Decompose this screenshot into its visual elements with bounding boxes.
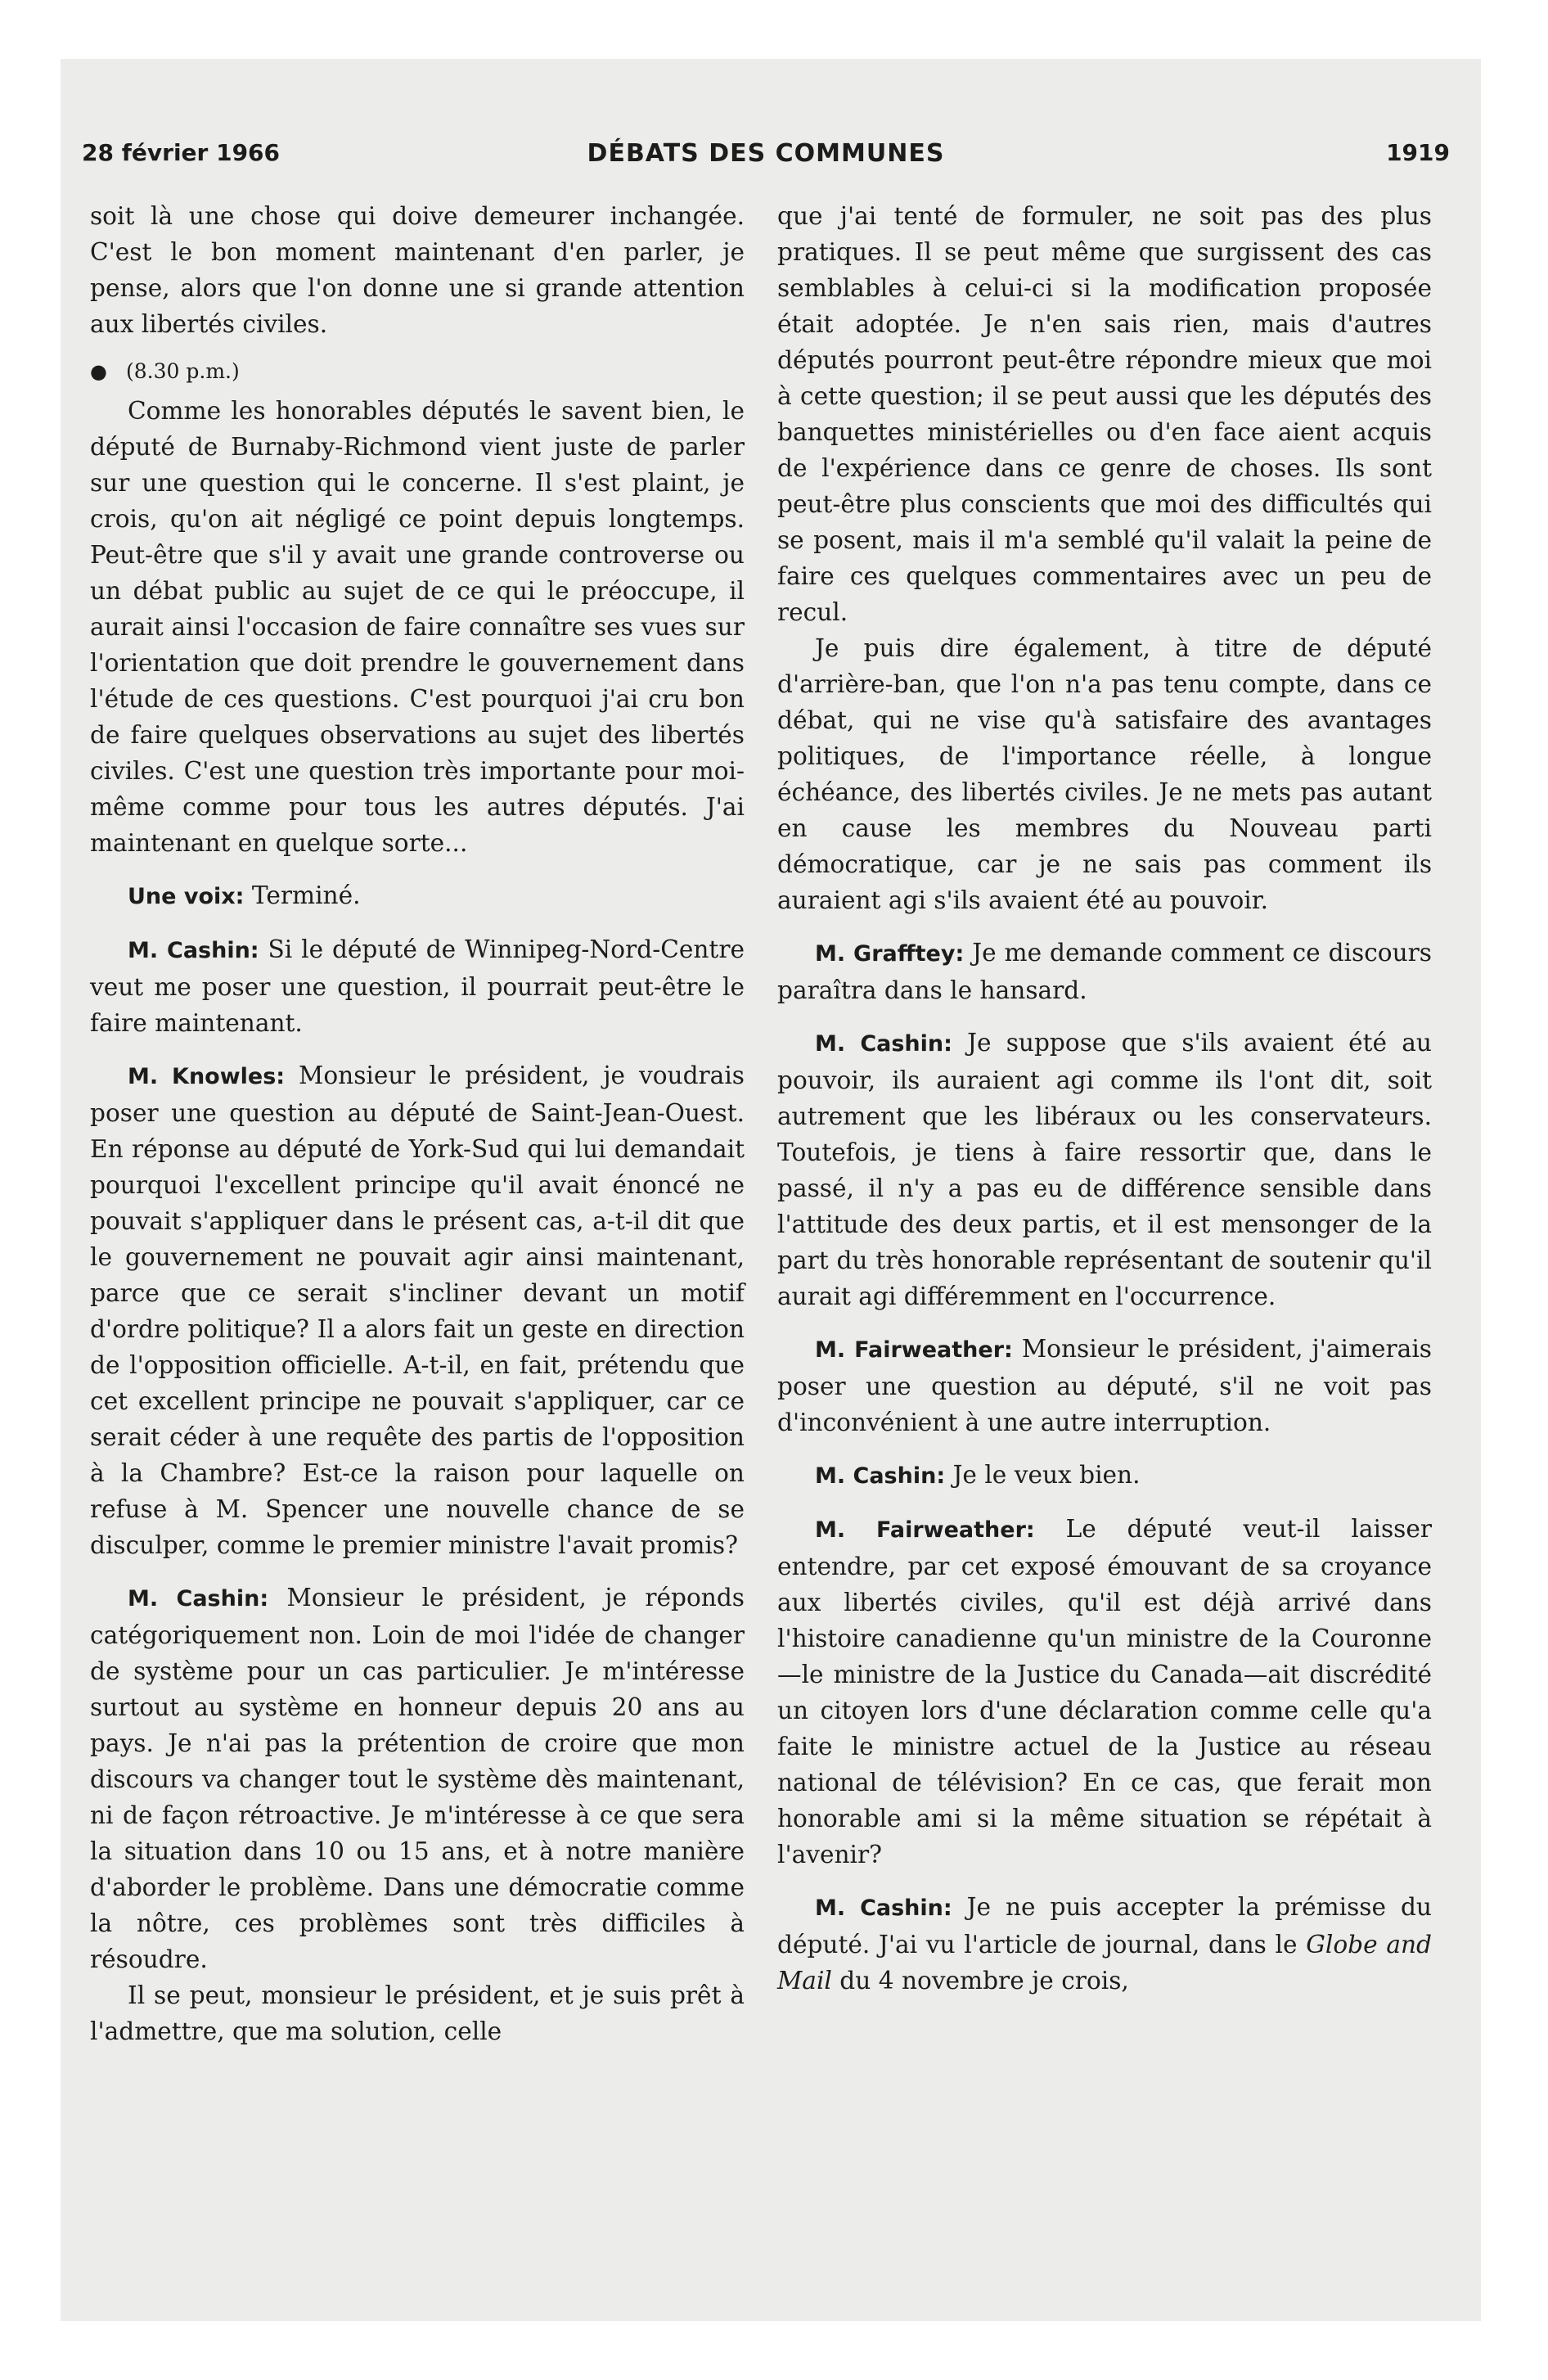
speech-text: Monsieur le président, je voudrais poser une question au député de Saint-Jean-Ouest. En réponse au député de York-Sud qui lui demandait pourquoi l'excellent principe qu'il avait énoncé ne pouvait s'appliquer dans le présent cas, a-t-il dit que le gouvernement ne pouvait agir ainsi maintenant, parce que ce serait s'incliner devant un motif d'ordre politique? Il a alors fait un geste en direction de l'opposition officielle. A-t-il, en fait, prétendu que cet excellent principe ne pouvait s'appliquer, car ce serait céder à une requête des partis de l'opposition à la Chambre? Est-ce la raison pour laquelle on refuse à M. Spencer une nouvelle chance de se disculper, comme le premier ministre l'avait promis? <box>90 1062 745 1559</box>
speaker-name: Une voix: <box>128 884 245 909</box>
speech-text: Je le veux bien. <box>952 1461 1141 1489</box>
paragraph: Comme les honorables députés le savent bien, le député de Burnaby-Richmond vient juste de parler sur une question qui le concerne. Il s'est plaint, je crois, qu'on ait négligé ce point depuis longtemps. Peut-être que s'il y avait une grande controverse ou un débat public au sujet de ce qui le préoccupe, il aurait ainsi l'occasion de faire connaître ses vues sur l'orientation que doit prendre le gouvernement dans l'étude de ces questions. C'est pourquoi j'ai cru bon de faire quelques observations au sujet des libertés civiles. C'est une question très importante pour moi-même comme pour tous les autres députés. J'ai maintenant en quelque sorte... <box>90 397 745 857</box>
speech-text: Terminé. <box>251 881 361 909</box>
page-number: 1919 <box>1386 139 1450 166</box>
paragraph: que j'ai tenté de formuler, ne soit pas des plus pratiques. Il se peut même que surgissent des cas semblables à celui-ci si la modification proposée était adoptée. Je n'en sais rien, mais d'autres députés pourront peut-être répondre mieux que moi à cette question; il se peut aussi que les députés des banquettes ministérielles ou d'en face aient acquis de l'expérience dans ce genre de choses. Ils sont peut-être plus conscients que moi des difficultés qui se posent, mais il m'a semblé qu'il valait la peine de faire ces quelques commentaires avec un peu de recul. <box>777 202 1432 626</box>
speech <box>777 1511 1432 1873</box>
speaker-name: M. Cashin: <box>815 1895 952 1921</box>
header-title: DÉBATS DES COMMUNES <box>587 139 945 168</box>
speech <box>777 935 1432 1008</box>
speech-text: Le député veut-il laisser entendre, par cet exposé émouvant de sa croyance aux libertés civiles, qu'il est déjà arrivé dans l'histoire canadienne qu'un ministre de la Couronne—le ministre de la Justice du Canada—ait discrédité un citoyen lors d'une déclaration comme celle qu'a faite le ministre actuel de la Justice au réseau national de télévision? En ce cas, que ferait mon honorable ami si la même situation se répétait à l'avenir? <box>777 1515 1432 1868</box>
speech-text: Monsieur le président, je réponds catégoriquement non. Loin de moi l'idée de changer de système pour un cas particulier. Je m'intéresse surtout au système en honneur depuis 20 ans au pays. Je n'ai pas la prétention de croire que mon discours va changer tout le système dès maintenant, ni de façon rétroactive. Je m'intéresse à ce que sera la situation dans 10 ou 15 ans, et à notre manière d'aborder le problème. Dans une démocratie comme la nôtre, ces problèmes sont très difficiles à résoudre. <box>90 1584 745 1973</box>
speech <box>777 1889 1432 1999</box>
speech <box>90 1580 745 1977</box>
timestamp: (8.30 p.m.) <box>126 359 240 383</box>
speaker-name: M. Cashin: <box>815 1031 952 1057</box>
speech-text: Je suppose que s'ils avaient été au pouvoir, ils auraient agi comme ils l'ont dit, soit autrement que les libéraux ou les conservateurs. Toutefois, je tiens à faire ressortir que, dans le passé, il n'y a pas eu de différence sensible dans l'attitude des deux partis, et il est mensonger de la part du très honorable représentant de soutenir qu'il aurait agi différemment en l'occurrence. <box>777 1029 1432 1310</box>
speaker-name: M. Fairweather: <box>815 1517 1035 1543</box>
speaker-name: M. Knowles: <box>128 1064 286 1089</box>
header-date: 28 février 1966 <box>82 139 281 166</box>
speaker-name: M. Grafftey: <box>815 941 965 967</box>
speech <box>777 1025 1432 1314</box>
speaker-name: M. Cashin: <box>815 1463 946 1489</box>
speech-text: Si le député de Winnipeg-Nord-Centre veut me poser une question, il pourrait peut-être le faire maintenant. <box>90 935 745 1037</box>
speech-text: du 4 novembre je crois, <box>839 1967 1129 1995</box>
speech-text: Je ne puis accepter la prémisse du député. J'ai vu l'article de journal, dans le <box>777 1893 1432 1959</box>
speech <box>777 1457 1432 1494</box>
right-column <box>777 198 1432 1999</box>
paragraph: Il se peut, monsieur le président, et je suis prêt à l'admettre, que ma solution, celle <box>90 1981 745 2045</box>
paragraph: soit là une chose qui doive demeurer inchangée. C'est le bon moment maintenant d'en parler, je pense, alors que l'on donne une si grande attention aux libertés civiles. <box>90 202 745 338</box>
speech-text: Monsieur le président, j'aimerais poser une question au député, s'il ne voit pas d'inconvénient à une autre interruption. <box>777 1335 1432 1436</box>
speech <box>90 931 745 1041</box>
paragraph: Je puis dire également, à titre de député d'arrière-ban, que l'on n'a pas tenu compte, dans ce débat, qui ne vise qu'à satisfaire des avantages politiques, de l'importance réelle, à longue échéance, des libertés civiles. Je ne mets pas autant en cause les membres du Nouveau parti démocratique, car je ne sais pas comment ils auraient agi s'ils avaient été au pouvoir. <box>777 634 1432 914</box>
speech <box>777 1331 1432 1440</box>
speaker-name: M. Fairweather: <box>815 1337 1013 1363</box>
speaker-name: M. Cashin: <box>128 938 259 963</box>
newspaper-title: Globe and Mail <box>777 1931 1432 1995</box>
page-header <box>82 139 1450 180</box>
speech-text: Je me demande comment ce discours paraîtra dans le hansard. <box>777 939 1432 1004</box>
left-column <box>90 198 745 2049</box>
speech <box>90 877 745 915</box>
bullet-icon: ● <box>90 360 107 383</box>
timestamp-line <box>90 354 745 390</box>
speech <box>90 1057 745 1563</box>
speaker-name: M. Cashin: <box>128 1586 269 1611</box>
